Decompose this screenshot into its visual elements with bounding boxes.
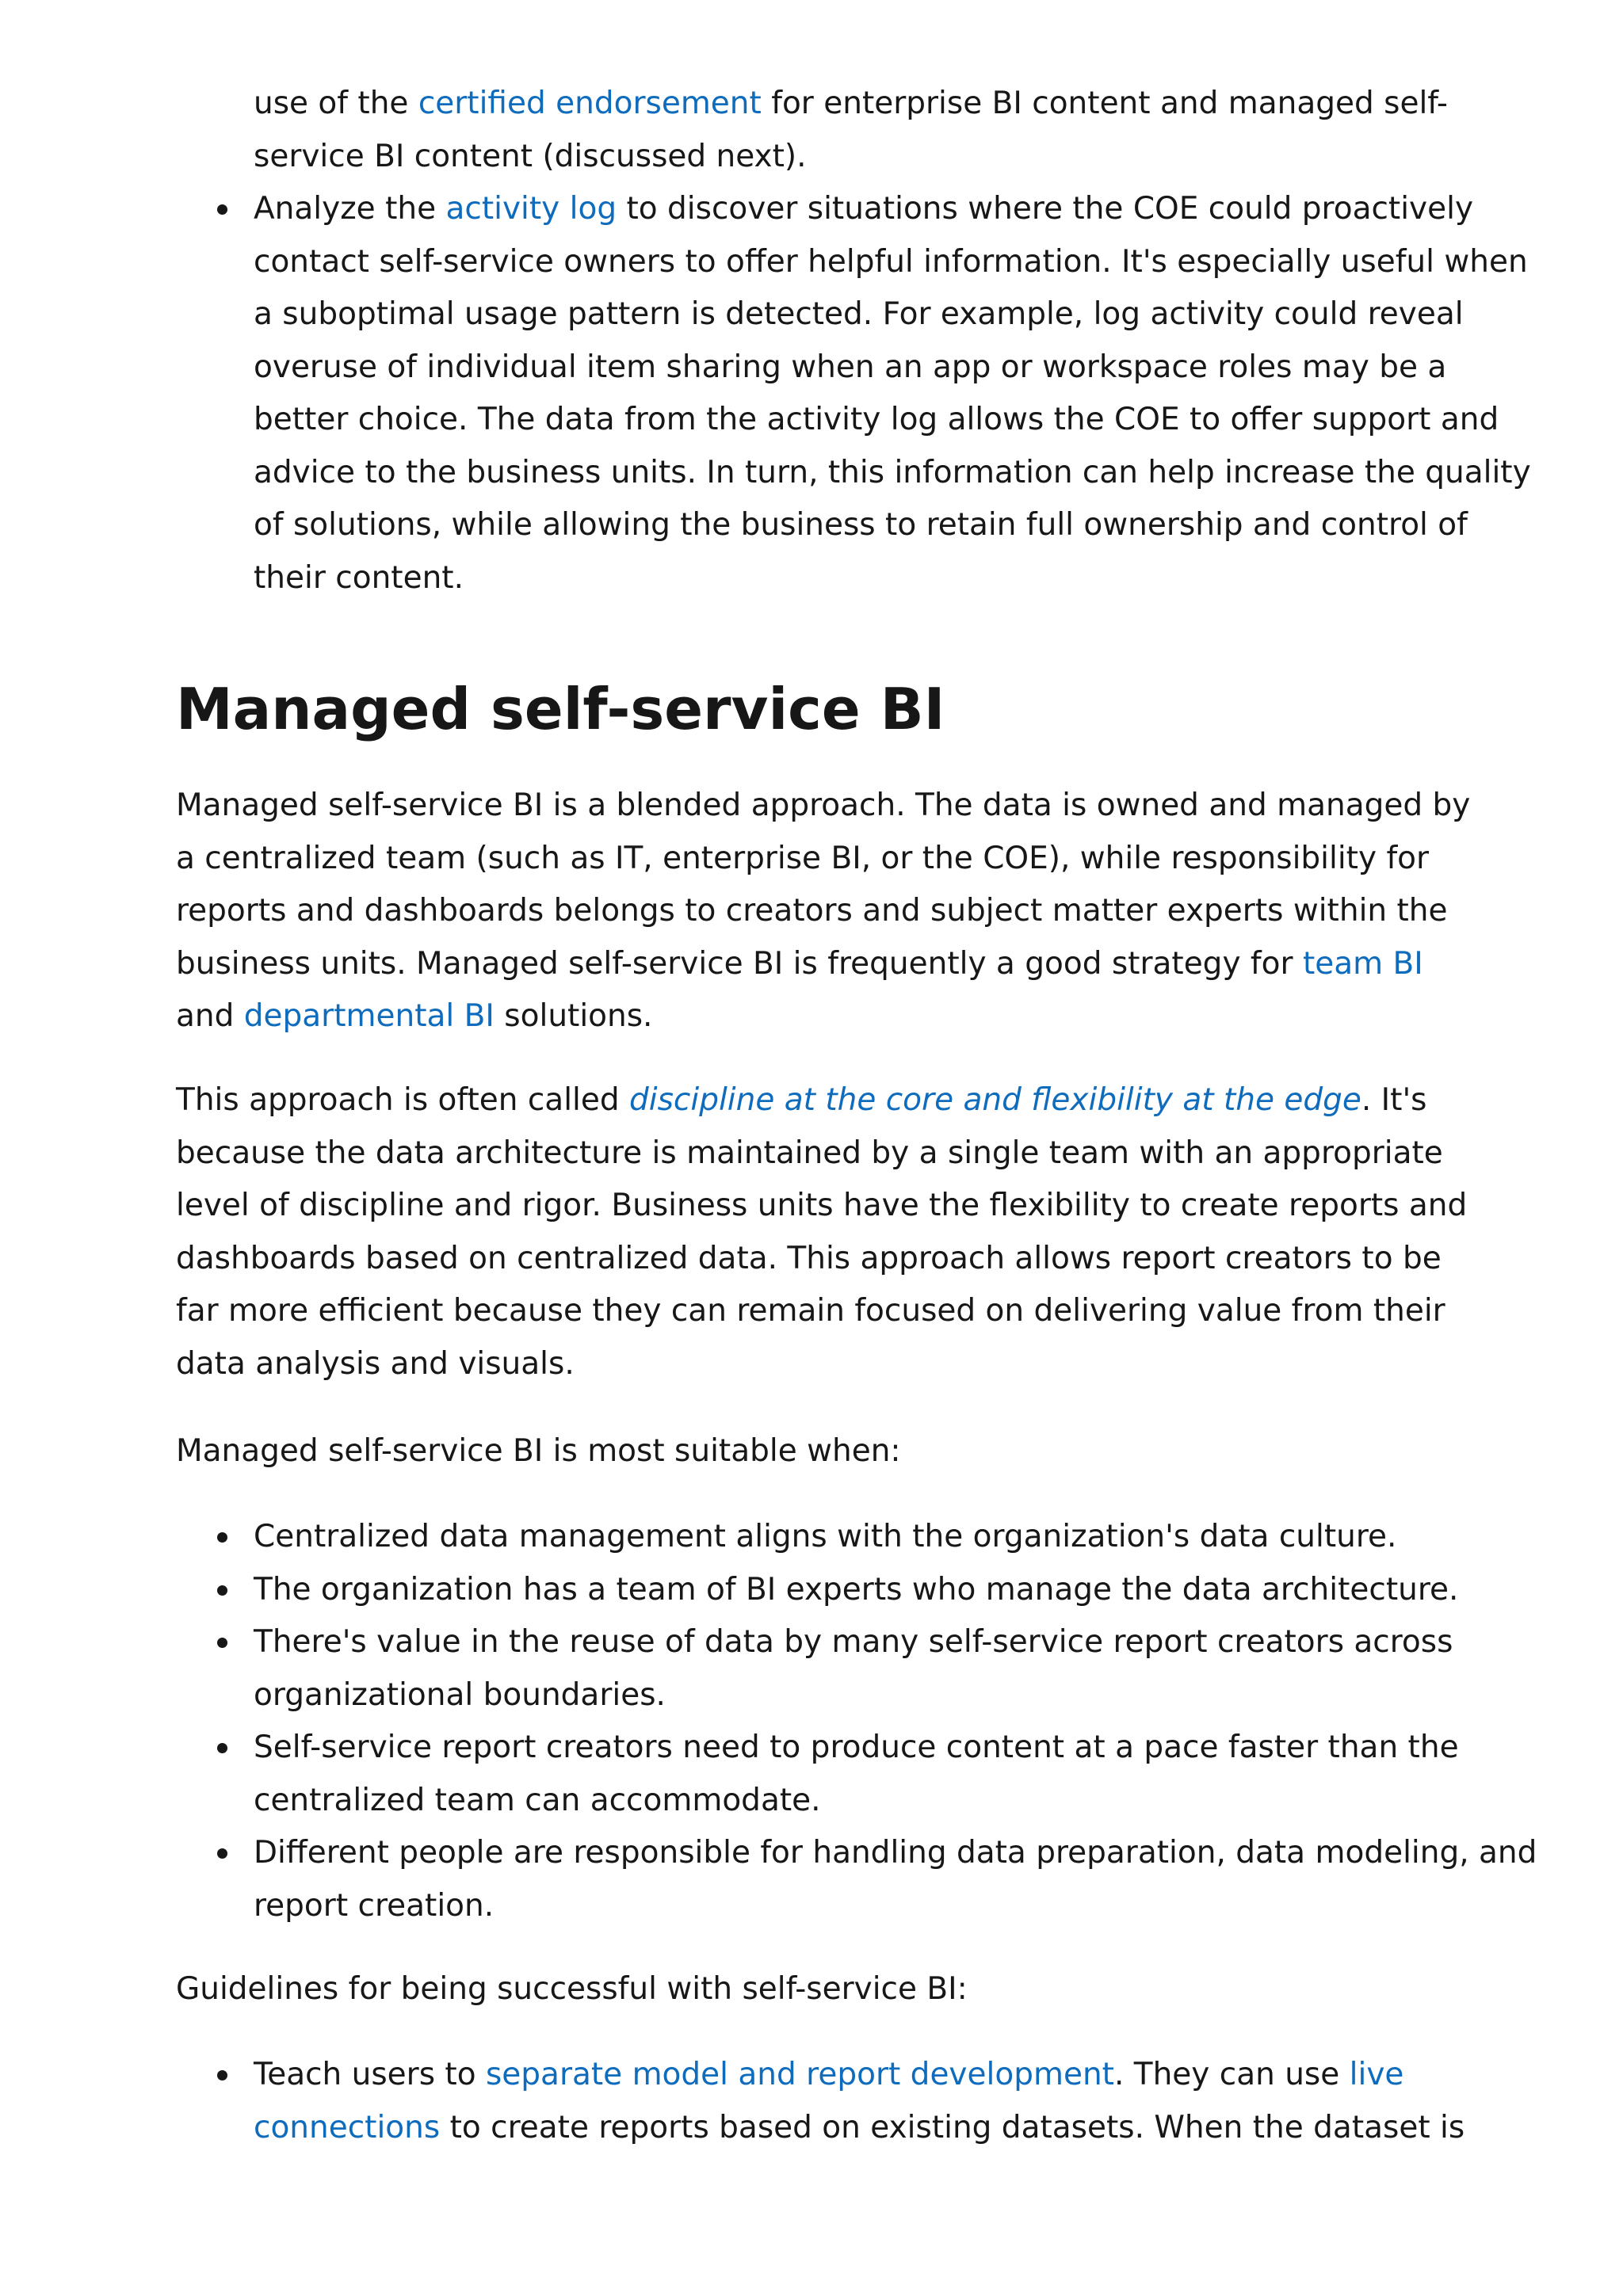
text-run: solutions. (494, 998, 653, 1034)
paragraph-intro (176, 780, 1476, 1043)
text-run: Teach users to (254, 2057, 486, 2092)
text-run: Analyze the (254, 191, 446, 227)
text-run: . It's because the data architecture is maintained by a single team with an appropriate level of discipline and rigor. Business units have the flexibility to create reports and dashboards based on centralized data. This approach allows report creators to be far more efficient because they can remain focused on delivering value from their data analysis and visuals. (176, 1082, 1468, 1382)
list-item (254, 2049, 1553, 2154)
separate-model-report-link[interactable]: separate model and report development (485, 2057, 1114, 2092)
text-run: This approach is often called (176, 1082, 630, 1118)
text-run: use of the (254, 86, 418, 121)
suitable-when-list (176, 1511, 1553, 1932)
paragraph-approach (176, 1074, 1476, 1390)
text-run: to create reports based on existing datasets. When the dataset is (440, 2109, 1465, 2145)
list-item: Self-service report creators need to produce content at a pace faster than the centralized team can accommodate. (254, 1722, 1553, 1827)
list-item: Different people are responsible for handling data preparation, data modeling, and report creation. (254, 1827, 1553, 1932)
section-heading: Managed self-service BI (176, 676, 945, 742)
list-item: Centralized data management aligns with the organization's data culture. (254, 1511, 1553, 1564)
team-bi-link[interactable]: team BI (1302, 945, 1423, 982)
list-item: There's value in the reuse of data by many self-service report creators across organizational boundaries. (254, 1616, 1553, 1722)
endorsement-list (176, 78, 1537, 605)
list-item (254, 78, 1537, 183)
text-run: and (176, 998, 244, 1034)
text-run: for enterprise BI content and managed self-service BI content (discussed next). (254, 86, 1448, 174)
live-connections-link[interactable]: live connections (254, 2057, 1404, 2145)
list-item: The organization has a team of BI experts who manage the data architecture. (254, 1564, 1553, 1617)
guidelines-list (176, 2049, 1553, 2154)
text-run: Managed self-service BI is a blended approach. The data is owned and managed by a centralized team (such as IT, enterprise BI, or the COE), while responsibility for reports and dashboards belongs to creators and subject matter experts within the business units. Managed self-service BI is frequently a good strategy for (176, 788, 1471, 982)
discipline-core-flexibility-edge-link[interactable]: discipline at the core and flexibility at the edge (629, 1082, 1361, 1118)
list-item (254, 183, 1537, 605)
activity-log-link[interactable]: activity log (445, 191, 617, 227)
paragraph-suitable-intro: Managed self-service BI is most suitable when: (176, 1433, 901, 1469)
text-run: . They can use (1113, 2057, 1350, 2092)
departmental-bi-link[interactable]: departmental BI (243, 998, 495, 1034)
text-run: to discover situations where the COE could proactively contact self-service owners to offer helpful information. It's especially useful when a suboptimal usage pattern is detected. For example, log activity could reveal overuse of individual item sharing when an app or workspace roles may be a better choice. The data from the activity log allows the COE to offer support and advice to the business units. In turn, this information can help increase the quality of solutions, while allowing the business to retain full ownership and control of their content. (254, 191, 1531, 596)
paragraph-guidelines-intro: Guidelines for being successful with self-service BI: (176, 1971, 968, 2007)
certified-endorsement-link[interactable]: certified endorsement (418, 86, 762, 121)
